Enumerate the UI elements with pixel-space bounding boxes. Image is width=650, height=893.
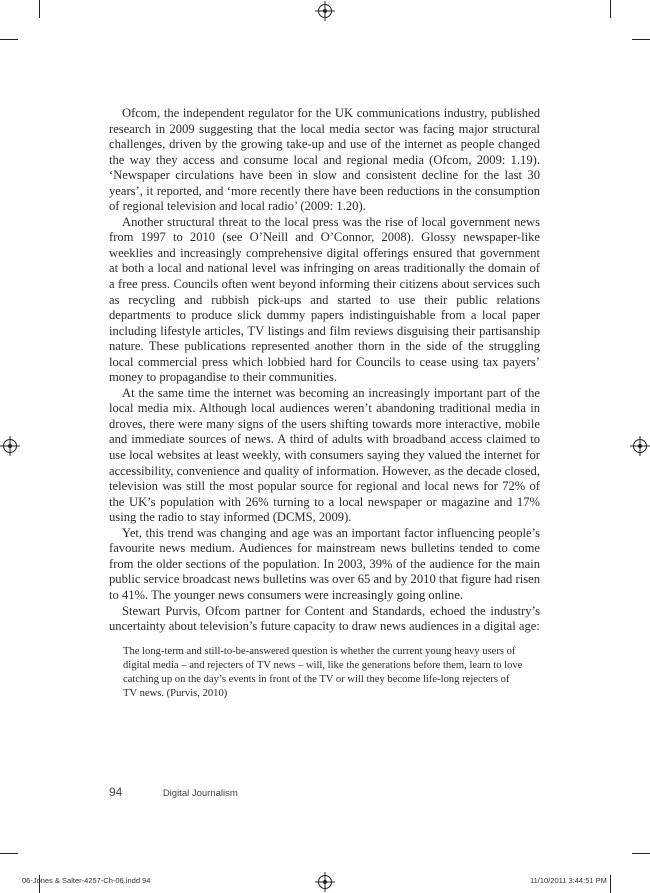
paragraph-4: Yet, this trend was changing and age was an important factor influencing people’s favourite news medium. Audiences for mainstream news bulletins tended to come from the older sections of the population. In 2003, 39% of the audience for the main public service broadcast news bulletins was over 65 and by 2010 that figure had risen to 41%. The younger news consumers were increasingly going online.: [109, 525, 540, 602]
crop-mark-top-left: [39, 0, 40, 18]
paragraph-2: Another structural threat to the local press was the rise of local government news from 1997 to 2010 (see O’Neill and O’Connor, 2008). Glossy newspaper-like weeklies and increasingly comprehensive digital offerings ensured that government at both a local and national level was infringing on areas traditionally the domain of a free press. Councils often went beyond informing their citizens about services such as recycling and rubbish pick-ups and started to use their public relations departments to produce slick dummy papers indistinguishable from a local paper including lifestyle articles, TV listings and film reviews disguising their partisanship nature. These publications represented another thorn in the side of the struggling local commercial press which lobbied hard for Councils to cease using tax payers’ money to propagandise to their communities.: [109, 214, 540, 385]
crop-mark-bottom-right-h: [632, 853, 650, 854]
paragraph-3: At the same time the internet was becoming an increasingly important part of the local media mix. Although local audiences weren’t abandoning traditional media in droves, there were many signs of the users shifting towards more interactive, mobile and immediate sources of news. A third of adults with broadband access claimed to use local websites at least weekly, with consumers saying they valued the internet for accessibility, convenience and quality of information. However, as the decade closed, television was still the most popular source for regional and local news for 72% of the UK’s population with 26% turning to a local newspaper or magazine and 17% using the radio to stay informed (DCMS, 2009).: [109, 385, 540, 525]
registration-mark-top-icon: [318, 4, 332, 18]
registration-mark-left-icon: [3, 439, 17, 453]
crop-mark-top-right: [610, 0, 611, 18]
paragraph-1: Ofcom, the independent regulator for the UK communications industry, published research in 2009 suggesting that the local media sector was facing major structural challenges, driven by the growing take-up and use of the internet as people changed the way they access and consume local and regional media (Ofcom, 2009: 1.19). ‘Newspaper circulations have been in slow and consistent decline for the last 30 years’, it reported, and ‘more recently there have been reductions in the consumption of regional television and local radio’ (2009: 1.20).: [109, 106, 540, 214]
block-quote: [123, 645, 525, 702]
body-text: [109, 106, 540, 701]
slug-timestamp: 11/10/2011 3:44:51 PM: [530, 876, 607, 885]
block-quote-text: The long-term and still-to-be-answered question is whether the current young heavy users of digital media – and rejecters of TV news – will, like the generations before them, learn to love catching up on the day’s events in front of the TV or will they become life-long rejecters of TV news. (Purvis, 2010): [123, 645, 523, 700]
crop-mark-top-right-h: [632, 39, 650, 40]
registration-mark-bottom-icon: [318, 875, 332, 889]
crop-mark-top-left-h: [0, 39, 18, 40]
running-title: Digital Journalism: [162, 788, 238, 799]
registration-mark-right-icon: [633, 439, 647, 453]
paragraph-5: Stewart Purvis, Ofcom partner for Content and Standards, echoed the industry’s uncertainty about television’s future capacity to draw news audiences in a digital age:: [109, 603, 540, 634]
folio: [109, 783, 238, 801]
crop-mark-bottom-right: [610, 875, 611, 893]
page-number: 94: [109, 785, 123, 799]
crop-mark-bottom-left-h: [0, 853, 18, 854]
slug-file-name: 06-Jones & Salter-4257-Ch-06.indd 94: [22, 876, 151, 885]
